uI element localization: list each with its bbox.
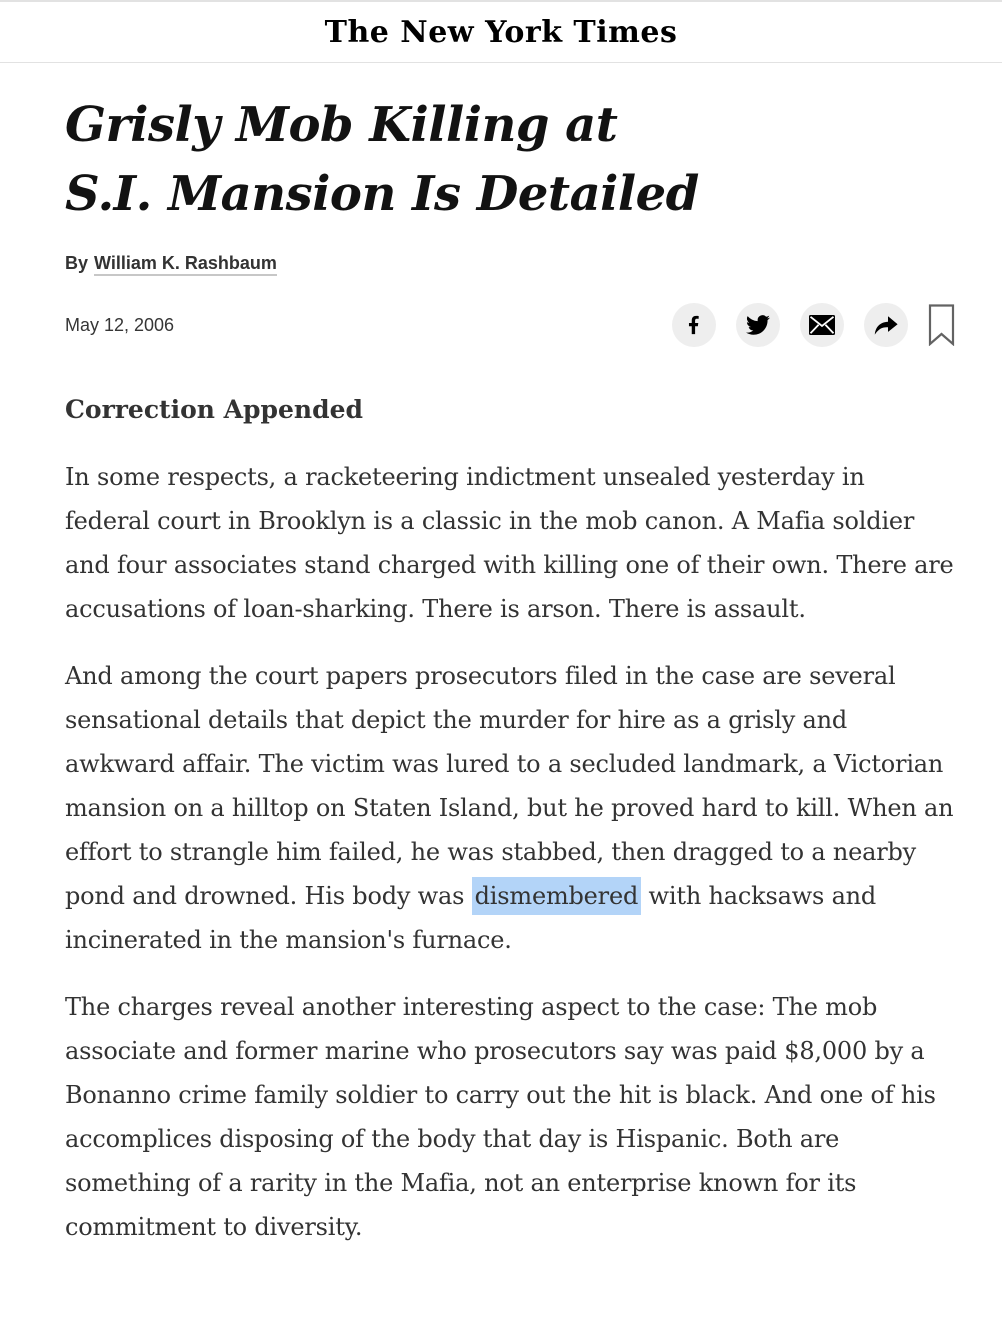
facebook-share-button[interactable]: [672, 303, 716, 347]
save-bookmark-button[interactable]: [928, 304, 955, 346]
share-arrow-icon: [873, 315, 899, 336]
article-paragraph-1: [65, 455, 955, 631]
paragraph-text: In some respects, a racketeering indictment unsealed yesterday in federal court in Brooklyn is a classic in the mob canon. A Mafia soldier and four associates stand charged with killing one of their own. There are accusations of loan-sharking. There is arson. There is assault.: [65, 463, 954, 623]
article-paragraph-3: [65, 985, 955, 1249]
share-toolbar: [672, 303, 955, 347]
highlighted-word: dismembered: [472, 877, 641, 915]
email-share-button[interactable]: [800, 303, 844, 347]
bookmark-icon: [928, 304, 955, 346]
correction-appended-link[interactable]: Correction Appended: [65, 395, 363, 424]
headline: [65, 91, 955, 229]
author-link[interactable]: William K. Rashbaum: [94, 253, 277, 276]
headline-line-1: Grisly Mob Killing at: [65, 97, 618, 153]
twitter-share-button[interactable]: [736, 303, 780, 347]
masthead: [0, 0, 1002, 63]
nyt-logo[interactable]: The New York Times: [324, 14, 678, 50]
paragraph-text: with hacksaws and incinerated in the mansion's furnace.: [65, 882, 877, 954]
paragraph-text: The charges reveal another interesting aspect to the case: The mob associate and former marine who prosecutors say was paid $8,000 by a Bonanno crime family soldier to carry out the hit is black. And one of his accomplices disposing of the body that day is Hispanic. Both are something of a rarity in the Mafia, not an enterprise known for its commitment to diversity.: [65, 993, 936, 1241]
twitter-icon: [746, 313, 770, 337]
paragraph-text: And among the court papers prosecutors filed in the case are several sensational details that depict the murder for hire as a grisly and awkward affair. The victim was lured to a secluded landmark, a Victorian mansion on a hilltop on Staten Island, but he proved hard to kill. When an effort to strangle him failed, he was stabbed, then dragged to a nearby pond and drowned. His body was: [65, 662, 954, 910]
byline-prefix: By: [65, 253, 89, 273]
byline: [65, 253, 955, 274]
email-icon: [809, 315, 835, 335]
headline-line-2: S.I. Mansion Is Detailed: [65, 166, 699, 222]
article-paragraph-2: [65, 654, 955, 962]
share-button[interactable]: [864, 303, 908, 347]
publish-date: May 12, 2006: [65, 314, 175, 335]
article-content: [0, 91, 1002, 1249]
meta-row: [65, 301, 955, 349]
facebook-icon: [683, 314, 705, 336]
